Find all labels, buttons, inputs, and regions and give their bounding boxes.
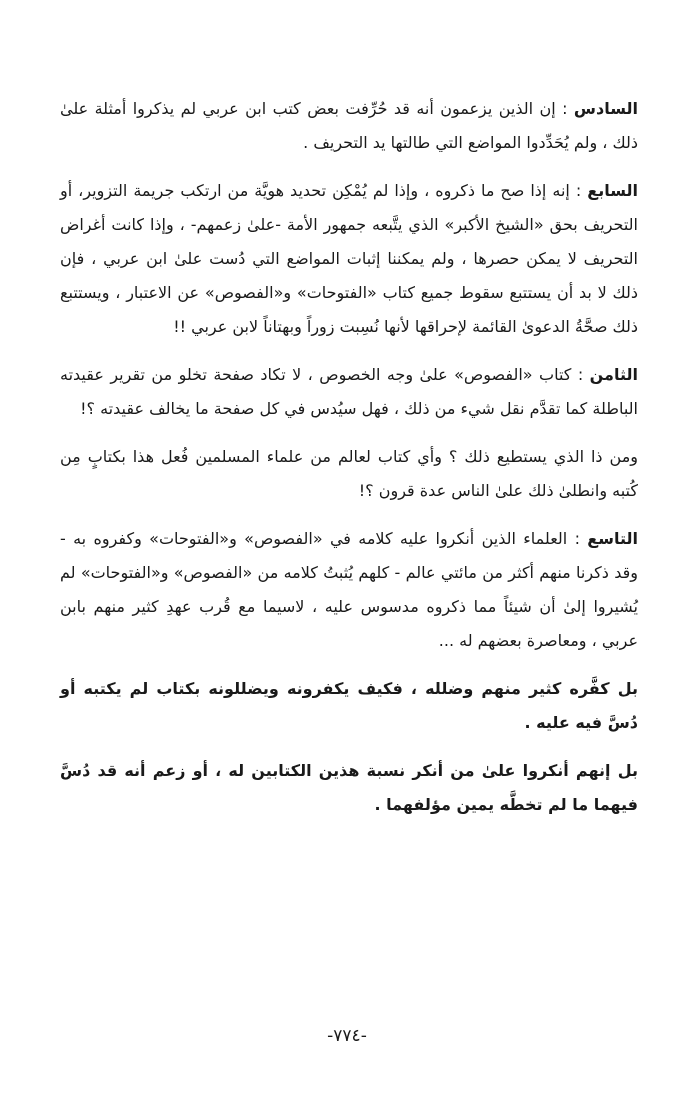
paragraph-text: : إن الذين يزعمون أنه قد حُرِّفت بعض كتب ابن عربي لم يذكروا أمثلة علىٰ ذلك ، ولم يُحَدِّدوا المواضع التي طالتها يد التحريف . xyxy=(60,99,638,152)
paragraph-denial xyxy=(60,754,638,822)
paragraph-question xyxy=(60,440,638,508)
paragraph-ninth xyxy=(60,522,638,658)
paragraph-lead: الثامن xyxy=(589,365,638,384)
paragraph-seventh xyxy=(60,174,638,344)
paragraph-lead: التاسع xyxy=(587,529,638,548)
paragraph-text: بل كفَّره كثير منهم وضلله ، فكيف يكفرونه ويضللونه بكتاب لم يكتبه أو دُسَّ فيه عليه . xyxy=(60,679,638,732)
paragraph-takfir xyxy=(60,672,638,740)
page-number: -٧٧٤- xyxy=(327,1026,367,1046)
paragraph-text: ومن ذا الذي يستطيع ذلك ؟ وأي كتاب لعالم من علماء المسلمين فُعل هذا بكتابٍ مِن كُتبه وانطلىٰ ذلك علىٰ الناس عدة قرون ؟! xyxy=(60,447,638,500)
paragraph-lead: السابع xyxy=(587,181,638,200)
paragraph-lead: السادس xyxy=(573,99,638,118)
paragraph-text: : كتاب «الفصوص» علىٰ وجه الخصوص ، لا تكاد صفحة تخلو من تقرير عقيدته الباطلة كما تقدَّم نقل شيء من ذلك ، فهل سيُدس في كل صفحة ما يخالف عقيدته ؟! xyxy=(60,365,638,418)
paragraph-text: : إنه إذا صح ما ذكروه ، وإذا لم يُمْكِن تحديد هويَّة من ارتكب جريمة التزوير، أو التحريف بحق «الشيخ الأكبر» الذي يتَّبعه جمهور الأمة -علىٰ زعمهم- ، وإذا كانت أغراض التحريف لا يمكن حصرها ، ولم يمكننا إثبات المواضع التي دُست علىٰ ابن عربي ، فإن ذلك لا بد أن يستتبع سقوط جميع كتاب «الفتوحات» و«الفصوص» عن الاعتبار ، ويستتبع ذلك صحَّةُ الدعوىٰ القائمة لإحراقها لأنها نُسِبت زوراً وبهتاناً لابن عربي !! xyxy=(60,181,638,336)
paragraph-text: : العلماء الذين أنكروا عليه كلامه في «الفصوص» و«الفتوحات» وكفروه به - وقد ذكرنا منهم أكثر من مائتي عالم - كلهم يُثبتُ كلامه من «الفصوص» و«الفتوحات» لم يُشيروا إلىٰ أن شيئاً مما ذكروه مدسوس عليه ، لاسيما مع قُرب عهدِ كثير منهم بابن عربي ، ومعاصرة بعضهم له ... xyxy=(60,529,638,650)
body-text xyxy=(60,92,638,822)
paragraph-sixth xyxy=(60,92,638,160)
paragraph-text: بل إنهم أنكروا علىٰ من أنكر نسبة هذين الكتابين له ، أو زعم أنه قد دُسَّ فيهما ما لم تخطَّه يمين مؤلفهما . xyxy=(60,761,638,814)
paragraph-eighth xyxy=(60,358,638,426)
